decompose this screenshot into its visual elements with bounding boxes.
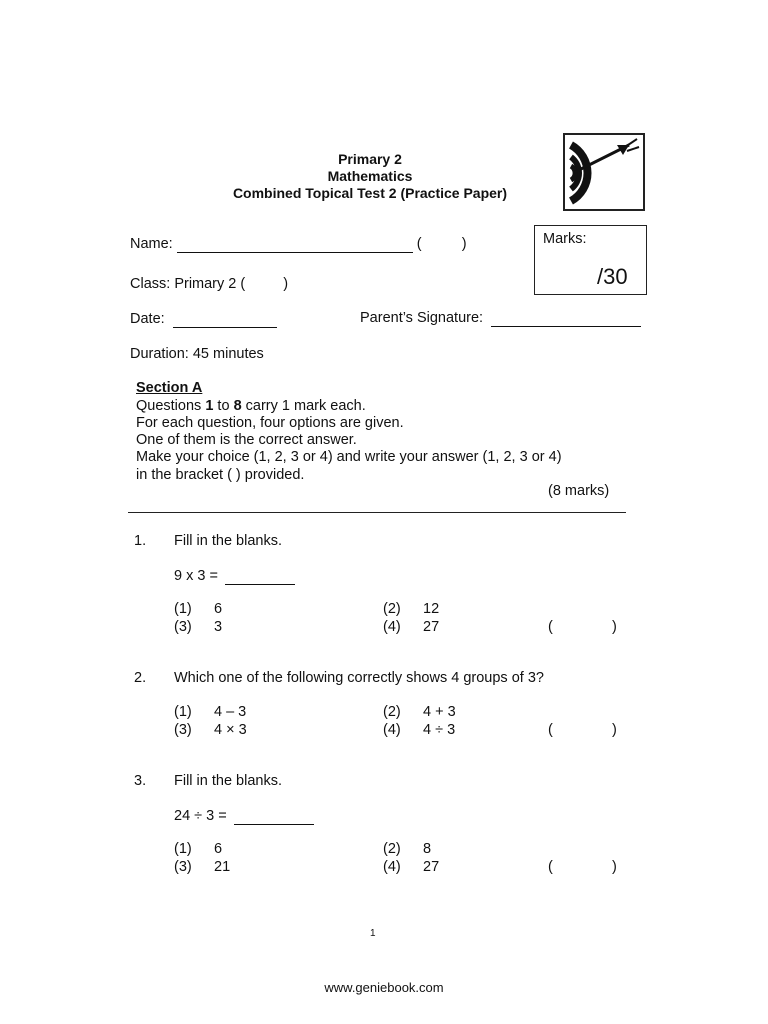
section-title: Section A (136, 380, 203, 396)
option-number: (4) (383, 619, 401, 635)
name-label: Name: (130, 236, 173, 252)
option (174, 601, 222, 618)
option-value: 4 + 3 (423, 704, 456, 720)
answer-bracket-close: ) (612, 619, 617, 635)
option-value: 12 (423, 601, 440, 617)
option-number: (2) (383, 841, 401, 857)
answer-bracket-close: ) (612, 722, 617, 738)
archery-target-icon (563, 133, 645, 211)
section-instruction-2: For each question, four options are given. (136, 415, 404, 431)
class-bracket-close: ) (283, 276, 289, 292)
option-value: 4 × 3 (214, 722, 247, 738)
date-field (130, 311, 277, 328)
expression-text: 24 ÷ 3 = (174, 808, 227, 824)
option (383, 619, 439, 636)
option-number: (1) (174, 841, 192, 857)
instruction-text: carry 1 mark each. (241, 398, 366, 414)
option (174, 704, 246, 721)
signature-blank (491, 311, 641, 327)
option (383, 841, 431, 858)
marks-total: /30 (597, 264, 628, 289)
option-number: (2) (383, 601, 401, 617)
expression-text: 9 x 3 = (174, 568, 218, 584)
answer-bracket-open: ( (548, 722, 553, 738)
option-value: 8 (423, 841, 432, 857)
option-value: 3 (214, 619, 223, 635)
option-value: 4 – 3 (214, 704, 247, 720)
date-blank (173, 312, 277, 328)
option-value: 27 (423, 619, 440, 635)
option (174, 859, 230, 876)
question-expression (174, 568, 295, 585)
option (383, 859, 439, 876)
question-text: Fill in the blanks. (174, 773, 282, 789)
answer-bracket-open: ( (548, 859, 553, 875)
instruction-text: Questions (136, 398, 206, 414)
option-number: (3) (174, 722, 192, 738)
question-text: Which one of the following correctly shows 4 groups of 3? (174, 670, 544, 686)
question-expression (174, 808, 314, 825)
paper-subject: Mathematics (327, 168, 413, 184)
option-value: 6 (214, 601, 223, 617)
section-instruction-3: One of them is the correct answer. (136, 432, 357, 448)
answer-bracket-open: ( (548, 619, 553, 635)
answer-bracket-close: ) (612, 859, 617, 875)
option (383, 704, 456, 721)
section-instruction-4: Make your choice (1, 2, 3 or 4) and write your answer (1, 2, 3 or 4) (136, 449, 562, 465)
question-number: 2. (134, 670, 147, 686)
question-number: 3. (134, 773, 147, 789)
name-bracket-close: ) (461, 236, 467, 252)
instruction-text: to (213, 398, 234, 414)
class-label: Class: Primary 2 ( (130, 276, 246, 292)
answer-blank (234, 810, 314, 825)
option (383, 601, 439, 618)
option-value: 4 ÷ 3 (423, 722, 456, 738)
instruction-end-number: 8 (233, 398, 242, 414)
option (174, 841, 222, 858)
name-field (130, 236, 467, 253)
option (174, 722, 247, 739)
marks-label: Marks: (543, 231, 587, 247)
option-number: (2) (383, 704, 401, 720)
option-value: 21 (214, 859, 231, 875)
option (174, 619, 222, 636)
option-value: 6 (214, 841, 223, 857)
answer-blank (225, 570, 295, 585)
option-number: (1) (174, 704, 192, 720)
instruction-start-number: 1 (205, 398, 214, 414)
duration: Duration: 45 minutes (130, 346, 264, 362)
option-number: (1) (174, 601, 192, 617)
name-bracket-open: ( (416, 236, 422, 252)
section-instruction-1 (136, 398, 366, 415)
option-number: (4) (383, 722, 401, 738)
website-link[interactable]: www.geniebook.com (324, 980, 444, 995)
section-instruction-5: in the bracket ( ) provided. (136, 467, 305, 483)
paper-level: Primary 2 (338, 151, 402, 167)
option-value: 27 (423, 859, 440, 875)
question-number: 1. (134, 533, 147, 549)
section-divider (128, 512, 626, 513)
page-number: 1 (370, 928, 376, 939)
name-blank (177, 237, 413, 253)
section-marks: (8 marks) (548, 483, 610, 499)
paper-title: Combined Topical Test 2 (Practice Paper) (232, 185, 508, 201)
date-label: Date: (130, 311, 165, 327)
question-text: Fill in the blanks. (174, 533, 282, 549)
signature-label: Parent’s Signature: (360, 310, 484, 326)
option (383, 722, 455, 739)
marks-box (534, 225, 647, 295)
option-number: (3) (174, 619, 192, 635)
signature-field (360, 310, 641, 327)
class-field (130, 276, 288, 293)
option-number: (3) (174, 859, 192, 875)
option-number: (4) (383, 859, 401, 875)
